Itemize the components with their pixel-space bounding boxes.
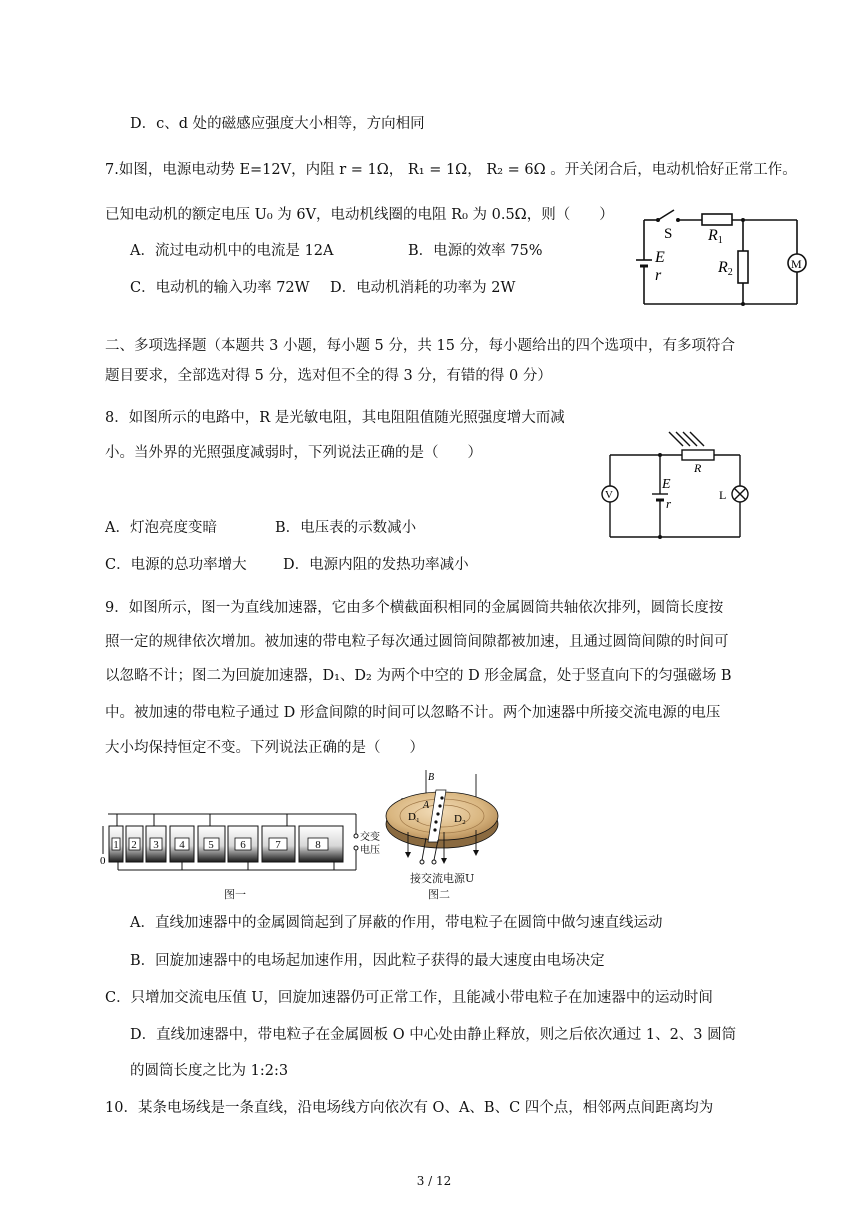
q9-option-b: B．回旋加速器中的电场起加速作用，因此粒子获得的最大速度由电场决定 (130, 953, 605, 969)
q8-internal-r-label: r (666, 496, 672, 511)
q8-circuit-diagram (596, 430, 756, 542)
q8-photoresistor-label: R (694, 461, 702, 475)
linear-accelerator-diagram (98, 806, 388, 876)
tube-label: 8 (315, 839, 321, 851)
q9-option-d-line1: D．直线加速器中，带电粒子在金属圆板 O 中心处由静止释放，则之后依次通过 1、2、3 圆筒 (130, 1027, 737, 1043)
q7-stem-line1: 7.如图，电源电动势 E=12V，内阻 r = 1Ω， R₁ = 1Ω， R₂ = 6Ω 。开关闭合后，电动机恰好正常工作。 (105, 162, 797, 178)
cyclotron-diagram (380, 768, 515, 886)
q6-option-d: D．c、d 处的磁感应强度大小相等，方向相同 (130, 116, 425, 132)
point-a-label: A (423, 800, 430, 811)
q9-stem-line5: 大小均保持恒定不变。下列说法正确的是（ ） (105, 740, 424, 756)
q7-option-d: D．电动机消耗的功率为 2W (330, 280, 516, 296)
q9-stem-line3: 以忽略不计；图二为回旋加速器，D₁、D₂ 为两个中空的 D 形金属盒，处于竖直向下的匀强磁场 B (105, 668, 732, 684)
q8-option-a: A．灯泡亮度变暗 (105, 520, 217, 536)
q9-option-d-line2: 的圆筒长度之比为 1:2:3 (130, 1063, 289, 1079)
motor-icon: M (791, 257, 802, 271)
q9-stem-line4: 中。被加速的带电粒子通过 D 形盒间隙的时间可以忽略不计。两个加速器中所接交流电源的电压 (105, 705, 721, 721)
q7-switch-label: S (664, 226, 673, 242)
ac-source-label: 接交流电源U (410, 872, 475, 885)
section2-title-line1: 二、多项选择题（本题共 3 小题，每小题 5 分，共 15 分，每小题给出的四个选项中，有多项符合 (105, 338, 736, 354)
q7-option-c: C．电动机的输入功率 72W (130, 280, 310, 296)
q8-emf-label: E (662, 477, 671, 492)
tube-label: 7 (275, 839, 281, 851)
q9-option-a: A．直线加速器中的金属圆筒起到了屏蔽的作用，带电粒子在圆筒中做匀速直线运动 (130, 915, 663, 931)
q7-r2-label: R2 (718, 259, 733, 278)
q9-stem-line2: 照一定的规律依次增加。被加速的带电粒子每次通过圆筒间隙都被加速，且通过圆筒间隙的时间可 (105, 634, 729, 650)
q9-stem-line1: 9．如图所示，图一为直线加速器，它由多个横截面积相同的金属圆筒共轴依次排列，圆筒长度按 (105, 600, 724, 616)
d1-label: D₁ (408, 811, 420, 823)
q8-option-d: D．电源内阻的发热功率减小 (283, 557, 469, 573)
ac-voltage-label-2: 电压 (360, 845, 380, 856)
q7-emf-label: E (655, 249, 665, 266)
d2-label: D₂ (454, 813, 466, 825)
origin-plate-label: 0 (100, 855, 106, 867)
tube-label: 6 (240, 839, 246, 851)
tube-label: 2 (131, 839, 137, 851)
tube-label: 3 (153, 839, 159, 851)
q8-stem-line2: 小。当外界的光照强度减弱时，下列说法正确的是（ ） (105, 445, 482, 461)
ac-voltage-label-1: 交变 (360, 832, 380, 843)
tube-label: 5 (208, 839, 214, 851)
tube-label: 1 (113, 839, 119, 851)
q7-r1-label: R1 (708, 227, 723, 246)
figure2-caption: 图二 (428, 888, 450, 901)
q8-option-c: C．电源的总功率增大 (105, 557, 247, 573)
section2-title-line2: 题目要求，全部选对得 5 分，选对但不全的得 3 分，有错的得 0 分） (105, 368, 552, 384)
q7-circuit-diagram (620, 200, 820, 312)
q8-stem-line1: 8．如图所示的电路中，R 是光敏电阻，其电阻阻值随光照强度增大而减 (105, 410, 565, 426)
q7-stem-line2: 已知电动机的额定电压 U₀ 为 6V，电动机线圈的电阻 R₀ 为 0.5Ω，则（ ） (105, 207, 614, 223)
q8-lamp-label: L (719, 488, 727, 502)
q7-option-a: A．流过电动机中的电流是 12A (130, 243, 334, 259)
tube-label: 4 (179, 839, 185, 851)
voltmeter-icon: V (605, 489, 613, 501)
magnetic-field-label: B (428, 772, 435, 783)
q9-option-c: C．只增加交流电压值 U，回旋加速器仍可正常工作，且能减小带电粒子在加速器中的运动时间 (105, 990, 713, 1006)
q7-option-b: B．电源的效率 75% (408, 243, 543, 259)
page-number: 3 / 12 (416, 1174, 452, 1188)
q10-stem-line1: 10．某条电场线是一条直线，沿电场线方向依次有 O、A、B、C 四个点，相邻两点间距离均为 (105, 1100, 714, 1116)
q8-option-b: B．电压表的示数减小 (275, 520, 417, 536)
figure1-caption: 图一 (224, 888, 246, 901)
q7-internal-r-label: r (655, 267, 662, 284)
